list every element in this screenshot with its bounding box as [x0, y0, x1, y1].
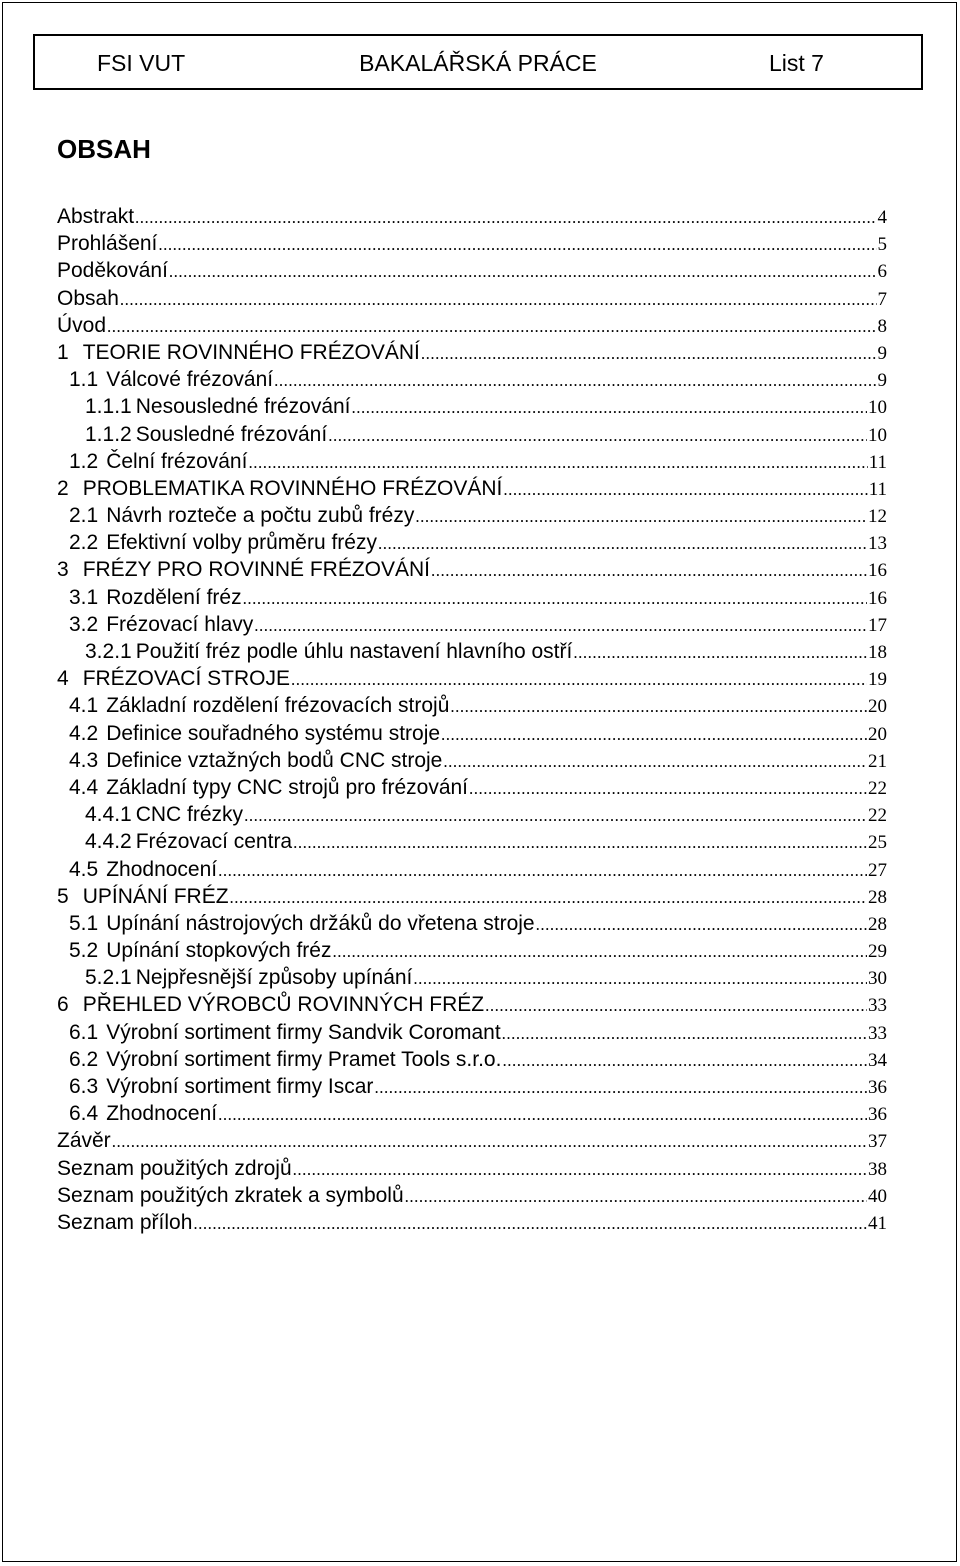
toc-entry-number: 3	[57, 558, 69, 582]
toc-entry-label	[57, 556, 430, 583]
toc-entry-label	[57, 421, 327, 448]
toc-entry-number: 1.1.1	[85, 395, 132, 419]
toc-entry[interactable]	[57, 611, 887, 638]
toc-entry-number: 4.3	[69, 748, 99, 772]
toc-entry-page: 28	[868, 913, 887, 935]
toc-entry-title: UPÍNÁNÍ FRÉZ	[82, 884, 229, 908]
toc-entry[interactable]	[57, 692, 887, 719]
toc-entry[interactable]	[57, 1046, 887, 1073]
toc-entry-page: 34	[868, 1049, 887, 1071]
toc-entry-page: 33	[868, 1022, 887, 1044]
toc-entry-label	[57, 393, 351, 420]
toc-entry[interactable]	[57, 801, 887, 828]
toc-entry-page: 17	[868, 614, 887, 636]
toc-entry[interactable]	[57, 529, 887, 556]
toc-entry[interactable]	[57, 937, 887, 964]
toc-entry-number: 4.4.1	[85, 803, 132, 827]
toc-entry-page: 13	[868, 533, 887, 555]
toc-entry-number: 3.1	[69, 585, 99, 609]
toc-entry-title: Výrobní sortiment firmy Pramet Tools s.r.o.	[106, 1047, 502, 1071]
toc-entry-title: Rozdělení fréz	[106, 585, 242, 609]
toc-entry-page: 37	[868, 1131, 887, 1153]
toc-entry-label	[57, 883, 229, 910]
toc-leader-dots	[193, 1210, 867, 1237]
toc-leader-dots	[218, 1101, 867, 1128]
toc-entry-title: Frézovací centra	[135, 830, 293, 854]
toc-entry-page: 19	[868, 669, 887, 691]
toc-entry-label	[57, 230, 157, 257]
toc-entry-label	[57, 720, 440, 747]
toc-entry-page: 38	[868, 1158, 887, 1180]
toc-entry[interactable]	[57, 1019, 887, 1046]
toc-entry-page: 28	[868, 886, 887, 908]
toc-entry-label	[57, 1100, 217, 1127]
toc-leader-dots	[135, 204, 876, 231]
toc-entry-title: Poděkování	[57, 259, 168, 283]
toc-leader-dots	[112, 1128, 867, 1155]
toc-entry-label	[57, 203, 134, 230]
toc-entry-page: 36	[868, 1104, 887, 1126]
toc-leader-dots	[536, 911, 867, 938]
toc-entry[interactable]	[57, 556, 887, 583]
toc-entry[interactable]	[57, 747, 887, 774]
toc-entry-title: Zhodnocení	[106, 857, 218, 881]
toc-entry-page: 29	[868, 941, 887, 963]
toc-entry-label	[57, 937, 331, 964]
toc-entry-label	[57, 1155, 292, 1182]
toc-entry-label	[57, 529, 377, 556]
toc-entry-number: 6.3	[69, 1075, 99, 1098]
toc-leader-dots	[243, 585, 867, 612]
toc-leader-dots	[413, 965, 867, 992]
toc-entry-label	[57, 856, 217, 883]
toc-entry-title: Návrh rozteče a počtu zubů frézy	[106, 504, 415, 528]
toc-entry-page: 8	[877, 315, 887, 337]
toc-entry-number: 4.1	[69, 694, 99, 718]
toc-entry-number: 4.2	[69, 721, 99, 745]
toc-entry[interactable]	[57, 285, 887, 312]
toc-leader-dots	[328, 422, 867, 449]
toc-entry-page: 21	[868, 750, 887, 772]
toc-leader-dots	[248, 449, 867, 476]
toc-entry-label	[57, 910, 535, 937]
toc-entry-page: 20	[868, 696, 887, 718]
toc-leader-dots	[374, 1074, 867, 1101]
toc-entry-title: Definice souřadného systému stroje	[106, 721, 441, 745]
toc-leader-dots	[469, 775, 867, 802]
toc-entry-page: 12	[868, 506, 887, 528]
toc-entry[interactable]	[57, 475, 887, 502]
toc-entry[interactable]	[57, 991, 887, 1018]
toc-entry-title: Nejpřesnější způsoby upínání	[135, 966, 413, 990]
toc-leader-dots	[443, 748, 867, 775]
toc-entry-page: 6	[877, 261, 887, 283]
toc-entry[interactable]	[57, 366, 887, 393]
toc-entry-label	[57, 1209, 192, 1236]
toc-entry-page: 22	[868, 805, 887, 827]
toc-leader-dots	[332, 938, 867, 965]
header-document-type: BAKALÁŘSKÁ PRÁCE	[359, 50, 597, 76]
toc-entry-number: 1.1.2	[85, 422, 132, 446]
toc-entry-page: 10	[868, 424, 887, 446]
toc-entry-label	[57, 339, 420, 366]
toc-leader-dots	[169, 258, 877, 285]
toc-entry-number: 3.2	[69, 612, 99, 636]
toc-entry-page: 30	[868, 968, 887, 990]
toc-entry-page: 16	[868, 560, 887, 582]
toc-entry-number: 3.2.1	[85, 640, 132, 663]
toc-entry-title: Seznam příloh	[57, 1210, 193, 1234]
toc-entry-page: 9	[877, 342, 887, 364]
toc-entry-page: 7	[877, 288, 887, 310]
toc-entry-number: 6.2	[69, 1047, 99, 1071]
header-institution: FSI VUT	[97, 50, 186, 76]
toc-entry[interactable]	[57, 584, 887, 611]
toc-entry-title: PROBLEMATIKA ROVINNÉHO FRÉZOVÁNÍ	[82, 476, 503, 500]
toc-leader-dots	[503, 476, 867, 503]
toc-entry-label	[57, 1127, 111, 1154]
toc-entry[interactable]	[57, 638, 887, 665]
toc-entry-title: Výrobní sortiment firmy Sandvik Coromant	[106, 1020, 501, 1044]
toc-leader-dots	[573, 639, 867, 666]
toc-leader-dots	[415, 503, 867, 530]
toc-entry-title: Frézovací hlavy	[106, 612, 254, 636]
toc-leader-dots	[485, 992, 867, 1019]
toc-entry-label	[57, 366, 273, 393]
toc-entry-number: 2.2	[69, 531, 99, 555]
toc-entry-title: Seznam použitých zkratek a symbolů	[57, 1183, 404, 1207]
toc-leader-dots	[158, 231, 876, 258]
toc-entry-number: 4.5	[69, 857, 99, 881]
toc-entry[interactable]	[57, 1073, 887, 1100]
toc-entry-label	[57, 584, 242, 611]
toc-entry-number: 1.1	[69, 368, 99, 392]
toc-entry-title: CNC frézky	[135, 803, 244, 827]
toc-entry-title: FRÉZOVACÍ STROJE	[82, 667, 290, 691]
toc-entry[interactable]	[57, 312, 887, 339]
toc-entry-page: 4	[877, 207, 887, 228]
toc-entry-label	[57, 638, 572, 665]
toc-entry-page: 11	[868, 478, 887, 500]
toc-entry-title: Nesousledné frézování	[135, 395, 351, 419]
toc-entry-number: 5.1	[69, 911, 99, 935]
toc-entry-title: Válcové frézování	[106, 368, 274, 392]
toc-entry[interactable]	[57, 230, 887, 257]
toc-leader-dots	[421, 340, 877, 367]
toc-leader-dots	[254, 612, 867, 639]
toc-leader-dots	[218, 857, 867, 884]
toc-entry-label	[57, 1046, 501, 1073]
toc-entry-label	[57, 257, 168, 284]
toc-entry-label	[57, 1073, 373, 1100]
toc-leader-dots	[274, 367, 876, 394]
toc-leader-dots	[352, 394, 867, 421]
toc-entry-number: 1	[57, 340, 69, 364]
toc-entry-number: 6.1	[69, 1020, 99, 1044]
toc-entry-page: 41	[868, 1212, 887, 1234]
toc-entry[interactable]	[57, 910, 887, 937]
toc-entry-page: 27	[868, 859, 887, 881]
toc-entry[interactable]	[57, 720, 887, 747]
toc-entry-number: 4.4.2	[85, 830, 132, 854]
toc-entry-label	[57, 991, 484, 1018]
toc-entry[interactable]	[57, 1182, 887, 1209]
toc-leader-dots	[293, 829, 867, 856]
toc-entry-page: 18	[868, 642, 887, 663]
toc-entry-label	[57, 665, 290, 692]
toc-leader-dots	[441, 721, 867, 748]
toc-entry-label	[57, 801, 243, 828]
toc-entry[interactable]	[57, 203, 887, 230]
toc-entry[interactable]	[57, 964, 887, 991]
toc-entry[interactable]	[57, 393, 887, 420]
toc-entry-title: Sousledné frézování	[135, 422, 328, 446]
toc-entry-title: Upínání nástrojových držáků do vřetena stroje	[106, 911, 535, 935]
toc-entry[interactable]	[57, 774, 887, 801]
toc-entry-page: 40	[868, 1185, 887, 1207]
toc-entry-page: 11	[868, 451, 887, 473]
toc-leader-dots	[450, 693, 867, 720]
toc-entry[interactable]	[57, 1155, 887, 1182]
toc-entry[interactable]	[57, 856, 887, 883]
toc-entry-number: 2	[57, 476, 69, 500]
toc-entry-title: Čelní frézování	[106, 449, 248, 473]
toc-entry-title: Efektivní volby průměru frézy	[106, 531, 377, 555]
toc-entry-label	[57, 611, 253, 638]
toc-leader-dots	[502, 1047, 867, 1074]
toc-entry-label	[57, 692, 449, 719]
toc-entry-label	[57, 475, 502, 502]
toc-entry-title: TEORIE ROVINNÉHO FRÉZOVÁNÍ	[82, 340, 420, 364]
toc-leader-dots	[431, 557, 867, 584]
toc-entry-label	[57, 747, 442, 774]
toc-entry-number: 5.2.1	[85, 966, 132, 990]
toc-leader-dots	[120, 286, 877, 313]
toc-entry-title: Definice vztažných bodů CNC stroje	[106, 748, 443, 772]
toc-entry-label	[57, 502, 414, 529]
toc-entry-number: 6	[57, 993, 69, 1017]
header-page-number: List 7	[769, 50, 824, 76]
toc-leader-dots	[378, 530, 867, 557]
toc-entry-title: Základní rozdělení frézovacích strojů	[106, 694, 450, 718]
toc-entry[interactable]	[57, 1100, 887, 1127]
toc-entry-title: Použití fréz podle úhlu nastavení hlavního ostří	[135, 640, 573, 663]
toc-entry-number: 6.4	[69, 1102, 99, 1126]
toc-entry[interactable]	[57, 1209, 887, 1236]
toc-entry-number: 2.1	[69, 504, 99, 528]
toc-entry-number: 5.2	[69, 939, 99, 963]
toc-leader-dots	[107, 313, 876, 340]
toc-leader-dots	[230, 884, 867, 911]
toc-entry-label	[57, 285, 119, 312]
page-header	[33, 34, 923, 90]
toc-entry-title: FRÉZY PRO ROVINNÉ FRÉZOVÁNÍ	[82, 558, 431, 582]
toc-entry[interactable]	[57, 421, 887, 448]
toc-entry-number: 1.2	[69, 449, 99, 473]
toc-entry-title: Obsah	[57, 286, 119, 310]
toc-entry-label	[57, 1182, 404, 1209]
toc-entry-page: 22	[868, 777, 887, 799]
toc-entry[interactable]	[57, 448, 887, 475]
toc-entry-label	[57, 828, 292, 855]
toc-entry-label	[57, 448, 247, 475]
table-of-contents	[57, 203, 887, 1236]
toc-entry-page: 5	[877, 234, 887, 256]
toc-entry[interactable]	[57, 339, 887, 366]
toc-entry[interactable]	[57, 883, 887, 910]
toc-title: OBSAH	[57, 134, 151, 164]
toc-entry-page: 20	[868, 723, 887, 745]
toc-entry-label	[57, 1019, 501, 1046]
toc-entry-title: Seznam použitých zdrojů	[57, 1156, 292, 1180]
toc-leader-dots	[293, 1156, 867, 1183]
toc-entry-title: Prohlášení	[57, 232, 158, 256]
toc-entry-number: 5	[57, 884, 69, 908]
toc-entry-label	[57, 964, 412, 991]
toc-entry-number: 4.4	[69, 775, 99, 799]
toc-entry-title: PŘEHLED VÝROBCŮ ROVINNÝCH FRÉZ	[82, 993, 485, 1017]
toc-entry-title: Abstrakt	[57, 205, 135, 228]
toc-entry[interactable]	[57, 828, 887, 855]
toc-entry[interactable]	[57, 502, 887, 529]
toc-entry-page: 25	[868, 832, 887, 854]
toc-entry[interactable]	[57, 665, 887, 692]
toc-entry-number: 4	[57, 667, 69, 691]
toc-leader-dots	[405, 1183, 867, 1210]
toc-leader-dots	[502, 1020, 867, 1047]
toc-entry-title: Úvod	[57, 313, 107, 337]
toc-entry-page: 9	[877, 370, 887, 392]
toc-entry-label	[57, 774, 468, 801]
toc-entry-page: 10	[868, 397, 887, 419]
toc-entry[interactable]	[57, 1127, 887, 1154]
toc-entry-title: Zhodnocení	[106, 1102, 218, 1126]
toc-entry-page: 33	[868, 995, 887, 1017]
toc-entry-title: Výrobní sortiment firmy Iscar	[106, 1075, 374, 1098]
toc-entry-page: 16	[868, 587, 887, 609]
toc-entry-label	[57, 312, 106, 339]
toc-entry-title: Základní typy CNC strojů pro frézování	[106, 775, 469, 799]
toc-leader-dots	[244, 802, 867, 829]
toc-entry-page: 36	[868, 1077, 887, 1098]
toc-entry-title: Upínání stopkových fréz	[106, 939, 332, 963]
toc-entry-title: Závěr	[57, 1129, 111, 1153]
toc-entry[interactable]	[57, 257, 887, 284]
toc-leader-dots	[291, 666, 867, 693]
